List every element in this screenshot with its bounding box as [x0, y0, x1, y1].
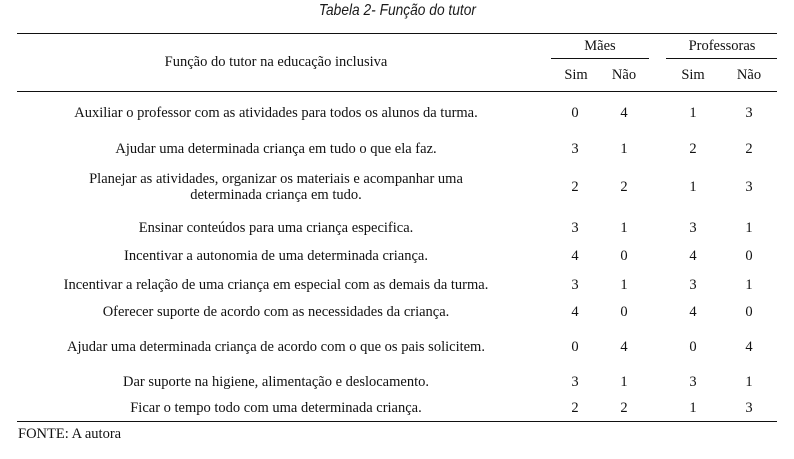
cell-maes-nao: 4 — [620, 339, 628, 355]
table-row-label: Oferecer suporte de acordo com as necessidades da criança. — [102, 304, 450, 320]
table-row-label — [17, 171, 535, 203]
table-row-label: Ensinar conteúdos para uma criança especifica. — [138, 220, 414, 236]
cell-maes-nao: 2 — [620, 400, 628, 416]
cell-maes-nao: 4 — [620, 105, 628, 121]
table-row-label: Auxiliar o professor com as atividades para todos os alunos da turma. — [74, 105, 478, 121]
table-title: Tabela 2- Função do tutor — [318, 2, 476, 19]
cell-prof-sim: 2 — [689, 141, 697, 157]
cell-maes-nao: 2 — [620, 179, 628, 195]
cell-maes-nao: 0 — [620, 304, 628, 320]
cell-maes-nao: 1 — [620, 220, 628, 236]
table-row-label: Ajudar uma determinada criança em tudo o que ela faz. — [115, 141, 437, 157]
cell-maes-nao: 0 — [620, 248, 628, 264]
cell-prof-nao: 3 — [745, 400, 753, 416]
table-row-label: Incentivar a relação de uma criança em especial com as demais da turma. — [63, 277, 489, 293]
cell-maes-nao: 1 — [620, 277, 628, 293]
cell-prof-sim: 0 — [689, 339, 697, 355]
cell-prof-nao: 3 — [745, 179, 753, 195]
cell-prof-nao: 1 — [745, 277, 753, 293]
cell-maes-sim: 0 — [571, 105, 579, 121]
table-row-label: Incentivar a autonomia de uma determinada criança. — [124, 248, 428, 264]
cell-maes-sim: 3 — [571, 277, 579, 293]
subheader-prof-nao: Não — [736, 67, 762, 83]
cell-prof-nao: 1 — [745, 374, 753, 390]
cell-maes-sim: 2 — [571, 400, 579, 416]
table-row-label-line1: Planejar as atividades, organizar os materiais e acompanhar uma — [89, 171, 463, 187]
cell-prof-sim: 1 — [689, 105, 697, 121]
cell-prof-nao: 4 — [745, 339, 753, 355]
group-rule-maes — [551, 58, 649, 59]
cell-maes-sim: 3 — [571, 220, 579, 236]
cell-maes-sim: 3 — [571, 141, 579, 157]
cell-maes-sim: 4 — [571, 304, 579, 320]
cell-maes-sim: 0 — [571, 339, 579, 355]
cell-prof-sim: 3 — [689, 277, 697, 293]
header-bottom-rule — [17, 91, 777, 92]
cell-prof-nao: 0 — [745, 304, 753, 320]
cell-maes-nao: 1 — [620, 374, 628, 390]
table-row-label: Ajudar uma determinada criança de acordo com o que os pais solicitem. — [67, 339, 485, 355]
cell-maes-sim: 3 — [571, 374, 579, 390]
cell-maes-sim: 4 — [571, 248, 579, 264]
table-source: FONTE: A autora — [18, 426, 122, 442]
cell-prof-sim: 1 — [689, 400, 697, 416]
cell-maes-sim: 2 — [571, 179, 579, 195]
cell-prof-nao: 2 — [745, 141, 753, 157]
cell-prof-nao: 1 — [745, 220, 753, 236]
group-header-maes: Mães — [584, 38, 616, 54]
table-bottom-rule — [17, 421, 777, 422]
cell-prof-sim: 3 — [689, 374, 697, 390]
table-row-label-line2: determinada criança em tudo. — [190, 187, 362, 203]
group-rule-professoras — [666, 58, 777, 59]
cell-prof-nao: 0 — [745, 248, 753, 264]
group-header-professoras: Professoras — [688, 38, 756, 54]
cell-maes-nao: 1 — [620, 141, 628, 157]
table-row-label: Dar suporte na higiene, alimentação e deslocamento. — [123, 374, 429, 390]
subheader-maes-nao: Não — [611, 67, 637, 83]
subheader-maes-sim: Sim — [564, 67, 588, 83]
column-header-function: Função do tutor na educação inclusiva — [164, 54, 388, 70]
subheader-prof-sim: Sim — [681, 67, 705, 83]
cell-prof-nao: 3 — [745, 105, 753, 121]
table-top-rule — [17, 33, 777, 34]
cell-prof-sim: 3 — [689, 220, 697, 236]
cell-prof-sim: 4 — [689, 304, 697, 320]
table-row-label: Ficar o tempo todo com uma determinada criança. — [130, 400, 422, 416]
cell-prof-sim: 4 — [689, 248, 697, 264]
cell-prof-sim: 1 — [689, 179, 697, 195]
